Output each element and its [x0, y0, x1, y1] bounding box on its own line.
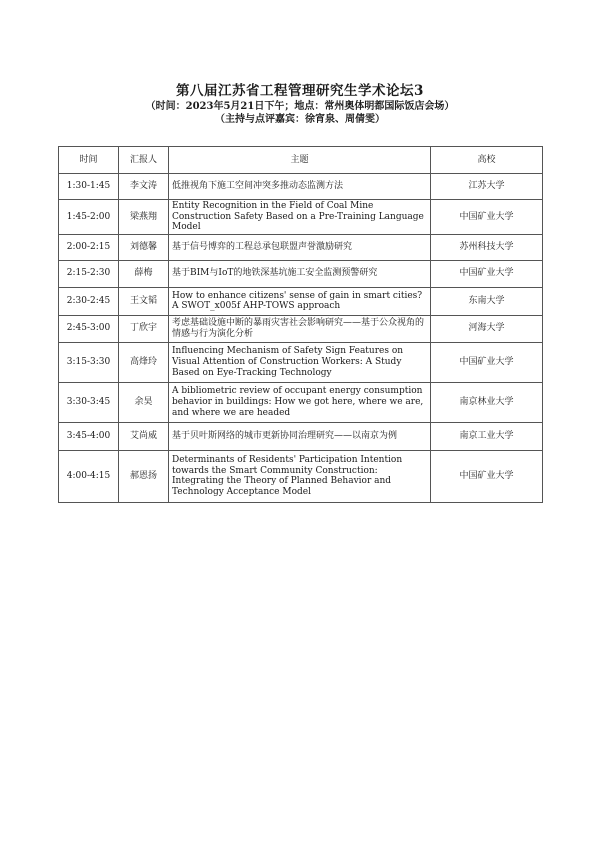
cell-university: 南京工业大学: [431, 422, 543, 450]
cell-topic: Influencing Mechanism of Safety Sign Features on Visual Attention of Construction Workers: A Study Based on Eye-Tracking Technology: [169, 342, 431, 382]
header-university: 高校: [431, 147, 543, 174]
header: [0, 82, 600, 126]
cell-topic: 低推视角下施工空间冲突多推动态监测方法: [169, 174, 431, 200]
cell-topic: 考虑基础设施中断的暴雨灾害社会影响研究——基于公众视角的情感与行为演化分析: [169, 315, 431, 342]
cell-university: 河海大学: [431, 315, 543, 342]
table-row: [59, 382, 543, 422]
cell-time: 2:45-3:00: [59, 315, 119, 342]
hosts: （主持与点评嘉宾：徐宵泉、周倩雯）: [215, 114, 385, 125]
cell-topic: 基于贝叶斯网络的城市更新协同治理研究——以南京为例: [169, 422, 431, 450]
cell-university: 中国矿业大学: [431, 450, 543, 502]
cell-university: 中国矿业大学: [431, 200, 543, 235]
cell-topic: Determinants of Residents' Participation Intention towards the Smart Community Construction: Integrating the Theory of Planned Behavior and Technology Acceptance Model: [169, 450, 431, 502]
cell-presenter: 高烽玲: [119, 342, 169, 382]
cell-topic: 基于信号博弈的工程总承包联盟声誉激励研究: [169, 234, 431, 260]
cell-university: 江苏大学: [431, 174, 543, 200]
cell-time: 3:15-3:30: [59, 342, 119, 382]
schedule-table: [58, 146, 543, 503]
cell-time: 2:15-2:30: [59, 260, 119, 287]
cell-time: 3:45-4:00: [59, 422, 119, 450]
cell-presenter: 余昊: [119, 382, 169, 422]
table-header-row: [59, 147, 543, 174]
table-row: [59, 315, 543, 342]
cell-university: 南京林业大学: [431, 382, 543, 422]
cell-topic: A bibliometric review of occupant energy consumption behavior in buildings: How we got here, where we are, and where we are headed: [169, 382, 431, 422]
cell-time: 2:00-2:15: [59, 234, 119, 260]
header-topic: 主题: [169, 147, 431, 174]
cell-university: 中国矿业大学: [431, 260, 543, 287]
page-title: 第八届江苏省工程管理研究生学术论坛3: [176, 83, 424, 99]
cell-time: 2:30-2:45: [59, 287, 119, 315]
cell-presenter: 王文韬: [119, 287, 169, 315]
table-row: [59, 342, 543, 382]
cell-time: 4:00-4:15: [59, 450, 119, 502]
table-row: [59, 174, 543, 200]
table-row: [59, 450, 543, 502]
time-place: （时间：2023年5月21日下午；地点：常州奥体明都国际饭店会场）: [145, 101, 455, 112]
cell-presenter: 李文涛: [119, 174, 169, 200]
cell-presenter: 艾尚威: [119, 422, 169, 450]
header-presenter: 汇报人: [119, 147, 169, 174]
cell-university: 东南大学: [431, 287, 543, 315]
cell-university: 中国矿业大学: [431, 342, 543, 382]
cell-presenter: 刘德馨: [119, 234, 169, 260]
table-row: [59, 234, 543, 260]
cell-time: 1:45-2:00: [59, 200, 119, 235]
cell-topic: Entity Recognition in the Field of Coal Mine Construction Safety Based on a Pre-Training Language Model: [169, 200, 431, 235]
cell-topic: How to enhance citizens' sense of gain in smart cities? A SWOT_x005f AHP-TOWS approach: [169, 287, 431, 315]
table-row: [59, 422, 543, 450]
cell-topic: 基于BIM与IoT的地铁深基坑施工安全监测预警研究: [169, 260, 431, 287]
table-row: [59, 260, 543, 287]
cell-time: 1:30-1:45: [59, 174, 119, 200]
cell-presenter: 郝恩扬: [119, 450, 169, 502]
cell-presenter: 丁欣宇: [119, 315, 169, 342]
cell-presenter: 薛梅: [119, 260, 169, 287]
cell-university: 苏州科技大学: [431, 234, 543, 260]
header-time: 时间: [59, 147, 119, 174]
cell-presenter: 梁燕翔: [119, 200, 169, 235]
table-row: [59, 287, 543, 315]
cell-time: 3:30-3:45: [59, 382, 119, 422]
table-row: [59, 200, 543, 235]
